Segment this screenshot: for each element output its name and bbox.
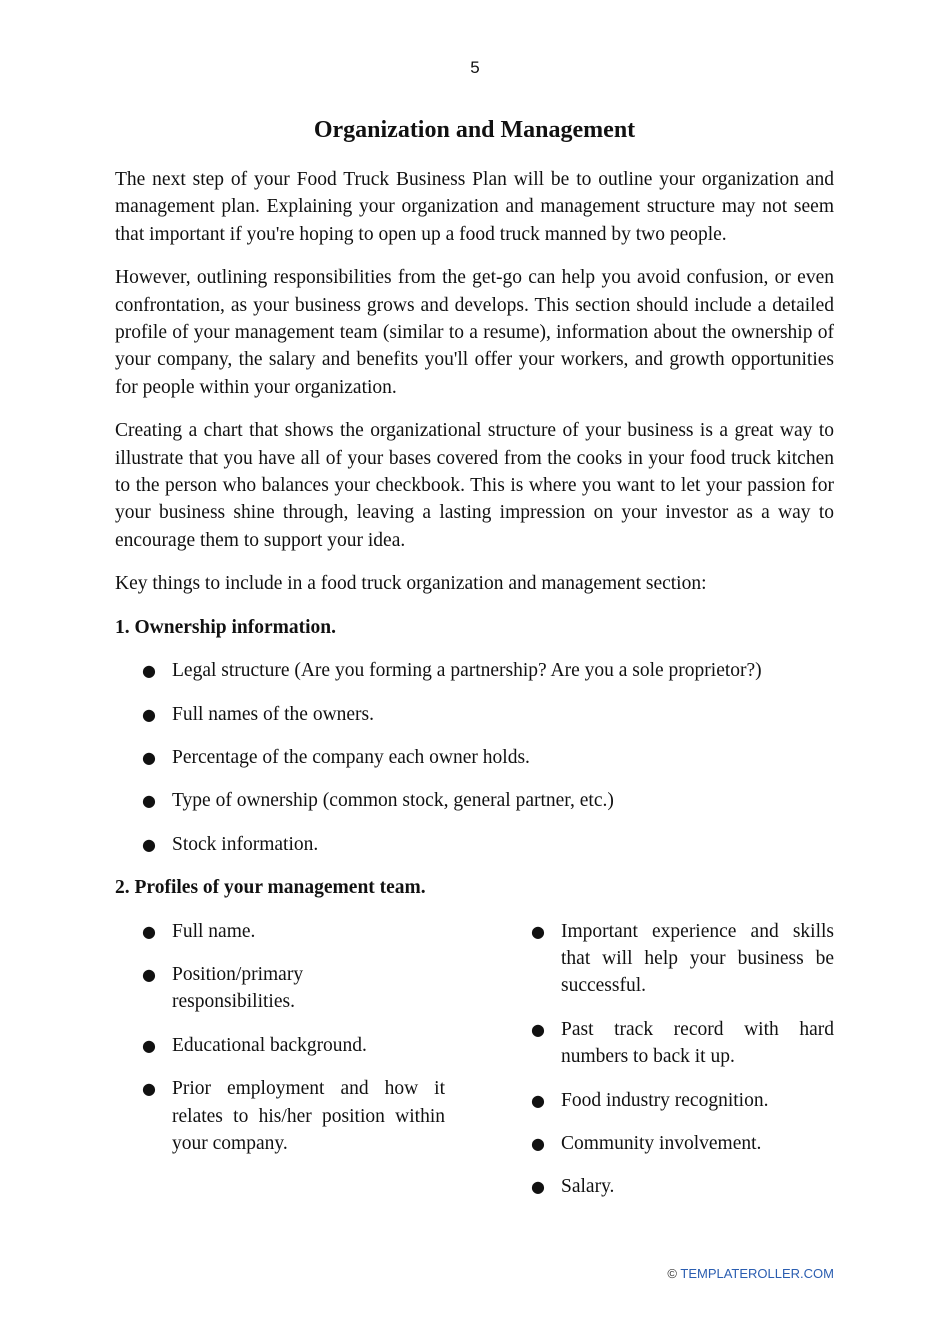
paragraph-responsibilities: However, outlining responsibilities from the get-go can help you avoid confusion, or even confrontation, as your business grows and develops. This section should include a detailed profile of your management team (similar to a resume), information about the ownership of your company, the salary and benefits you'll offer your workers, and growth opportunities for people within your organization. <box>115 267 834 398</box>
bullet-icon: ● <box>531 921 545 941</box>
list-item <box>115 1032 445 1059</box>
list-item-text: Full name. <box>172 920 256 942</box>
bullet-icon: ● <box>142 1079 156 1099</box>
list-item-text: Salary. <box>561 1176 615 1198</box>
list-item <box>115 787 834 814</box>
bullet-icon: ● <box>142 964 156 984</box>
list-item-text: Important experience and skills that will help your business be successful. <box>561 920 834 997</box>
list-item <box>115 1075 445 1157</box>
templateroller-link[interactable]: TEMPLATEROLLER.COM <box>680 1266 834 1281</box>
list-item-text: Stock information. <box>172 833 319 855</box>
list-item <box>504 918 834 1000</box>
list-item <box>115 744 834 771</box>
list-item <box>115 831 834 858</box>
list-item-text: Educational background. <box>172 1034 367 1056</box>
paragraph-chart: Creating a chart that shows the organizational structure of your business is a great way to illustrate that you have all of your bases covered from the cooks in your food truck kitchen to the person who balances your checkbook. This is where you want to let your passion for your business shine through, leaving a lasting impression on your investor as a way to encourage them to support your idea. <box>115 420 834 551</box>
list-item <box>115 657 834 684</box>
bullet-icon: ● <box>142 747 156 767</box>
bullet-icon: ● <box>142 921 156 941</box>
copyright-symbol: © <box>667 1266 677 1281</box>
bullet-icon: ● <box>142 704 156 724</box>
list-item <box>504 1173 834 1200</box>
list-item-text: Type of ownership (common stock, general partner, etc.) <box>172 790 614 812</box>
list-item <box>115 918 445 945</box>
list-item-text: Food industry recognition. <box>561 1089 769 1111</box>
list-item-text: Full names of the owners. <box>172 703 375 725</box>
management-list-right <box>504 918 834 1217</box>
list-item-text: Past track record with hard numbers to back it up. <box>561 1018 834 1068</box>
list-item <box>115 701 834 728</box>
bullet-icon: ● <box>142 1035 156 1055</box>
list-item-text: Position/primary responsibilities. <box>172 963 304 1013</box>
page-title: Organization and Management <box>313 117 636 143</box>
page-number: 5 <box>470 58 480 77</box>
footer <box>667 1266 834 1281</box>
list-item <box>504 1087 834 1114</box>
section-heading-management-team: 2. Profiles of your management team. <box>115 877 426 899</box>
section-heading-ownership: 1. Ownership information. <box>115 616 337 638</box>
paragraph-intro: The next step of your Food Truck Business Plan will be to outline your organization and management plan. Explaining your organization and management structure may not seem that important if you're hoping to open up a food truck manned by two people. <box>115 169 834 245</box>
list-item <box>504 1130 834 1157</box>
list-item-text: Percentage of the company each owner holds. <box>172 746 530 768</box>
bullet-icon: ● <box>531 1019 545 1039</box>
bullet-icon: ● <box>142 791 156 811</box>
list-item-text: Prior employment and how it relates to his/her position within your company. <box>172 1078 445 1154</box>
list-item <box>504 1016 834 1071</box>
document-body <box>115 114 834 1233</box>
ownership-list <box>115 657 834 858</box>
list-item-text: Legal structure (Are you forming a partnership? Are you a sole proprietor?) <box>172 660 762 682</box>
paragraph-key-things: Key things to include in a food truck organization and management section: <box>115 573 707 595</box>
list-item <box>115 961 445 1016</box>
management-list-left <box>115 918 445 1217</box>
bullet-icon: ● <box>531 1090 545 1110</box>
management-team-columns <box>115 918 834 1233</box>
bullet-icon: ● <box>531 1133 545 1153</box>
bullet-icon: ● <box>142 834 156 854</box>
bullet-icon: ● <box>531 1177 545 1197</box>
list-item-text: Community involvement. <box>561 1132 762 1154</box>
bullet-icon: ● <box>142 661 156 681</box>
